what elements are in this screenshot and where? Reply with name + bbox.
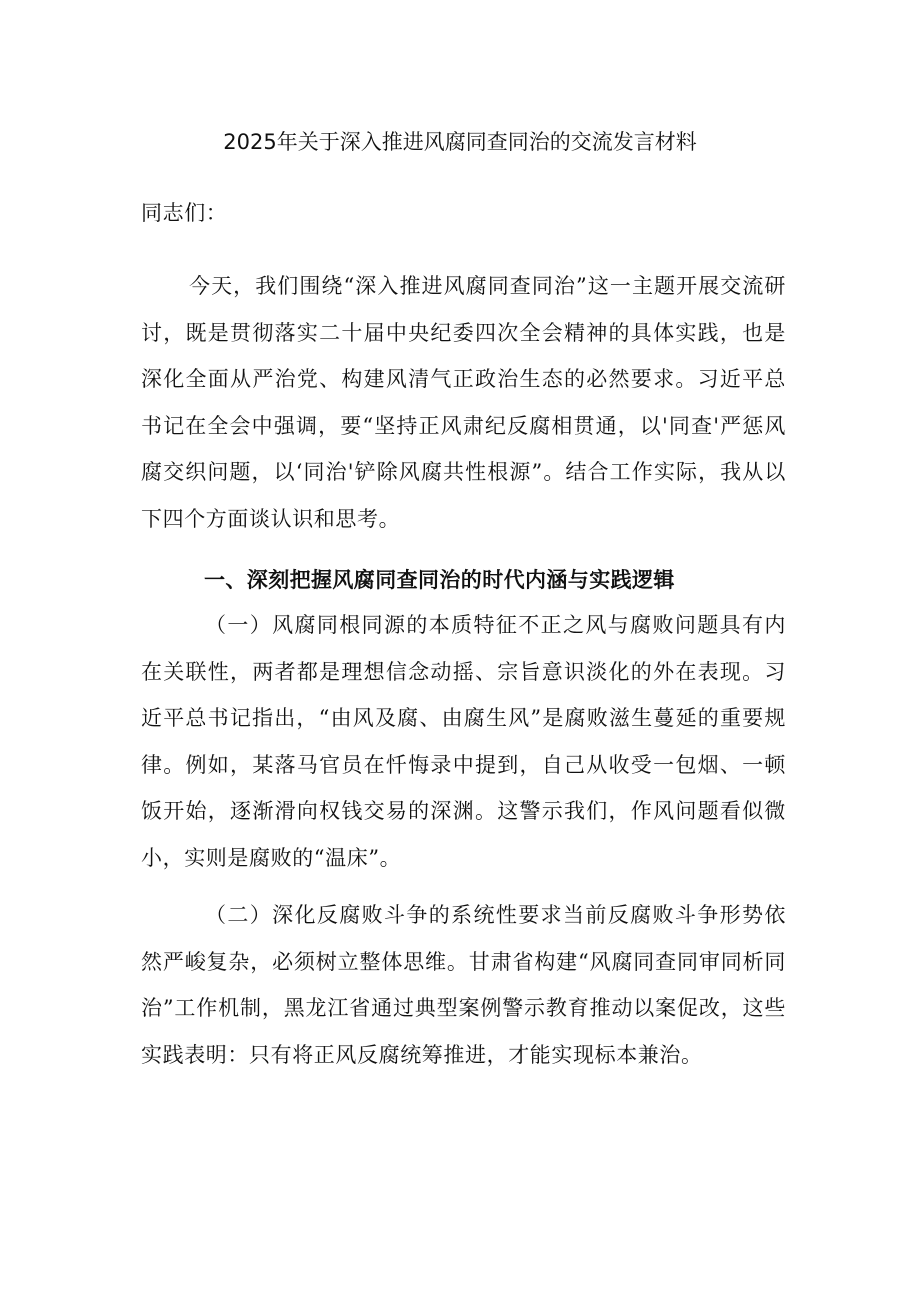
salutation: 同志们： [141,201,228,225]
paragraph-subsection-2: （二）深化反腐败斗争的系统性要求当前反腐败斗争形势依然严峻复杂，必须树立整体思维。甘肃省构建“风腐同查同审同析同治”工作机制，黑龙江省通过典型案例警示教育推动以案促改，这些实践表明：只有将正风反腐统筹推进，才能实现标本兼治。 [141,903,786,1067]
paragraph-intro: 今天，我们围绕“深入推进风腐同查同治”这一主题开展交流研讨，既是贯彻落实二十届中央纪委四次全会精神的具体实践，也是深化全面从严治党、构建风清气正政治生态的必然要求。习近平总书记在全会中强调，要“坚持正风肃纪反腐相贯通，以'同查'严惩风腐交织问题，以‘同治'铲除风腐共性根源”。结合工作实际，我从以下四个方面谈认识和思考。 [141,274,786,531]
paragraph-subsection-1: （一）风腐同根同源的本质特征不正之风与腐败问题具有内在关联性，两者都是理想信念动摇、宗旨意识淡化的外在表现。习近平总书记指出，“由风及腐、由腐生风”是腐败滋生蔓延的重要规律。例如，某落马官员在忏悔录中提到，自己从收受一包烟、一顿饭开始，逐渐滑向权钱交易的深渊。这警示我们，作风问题看似微小，实则是腐败的“温床”。 [141,613,786,870]
section-heading-1: 一、深刻把握风腐同查同治的时代内涵与实践逻辑 [204,568,675,592]
document-title: 2025年关于深入推进风腐同查同治的交流发言材料 [223,130,697,154]
